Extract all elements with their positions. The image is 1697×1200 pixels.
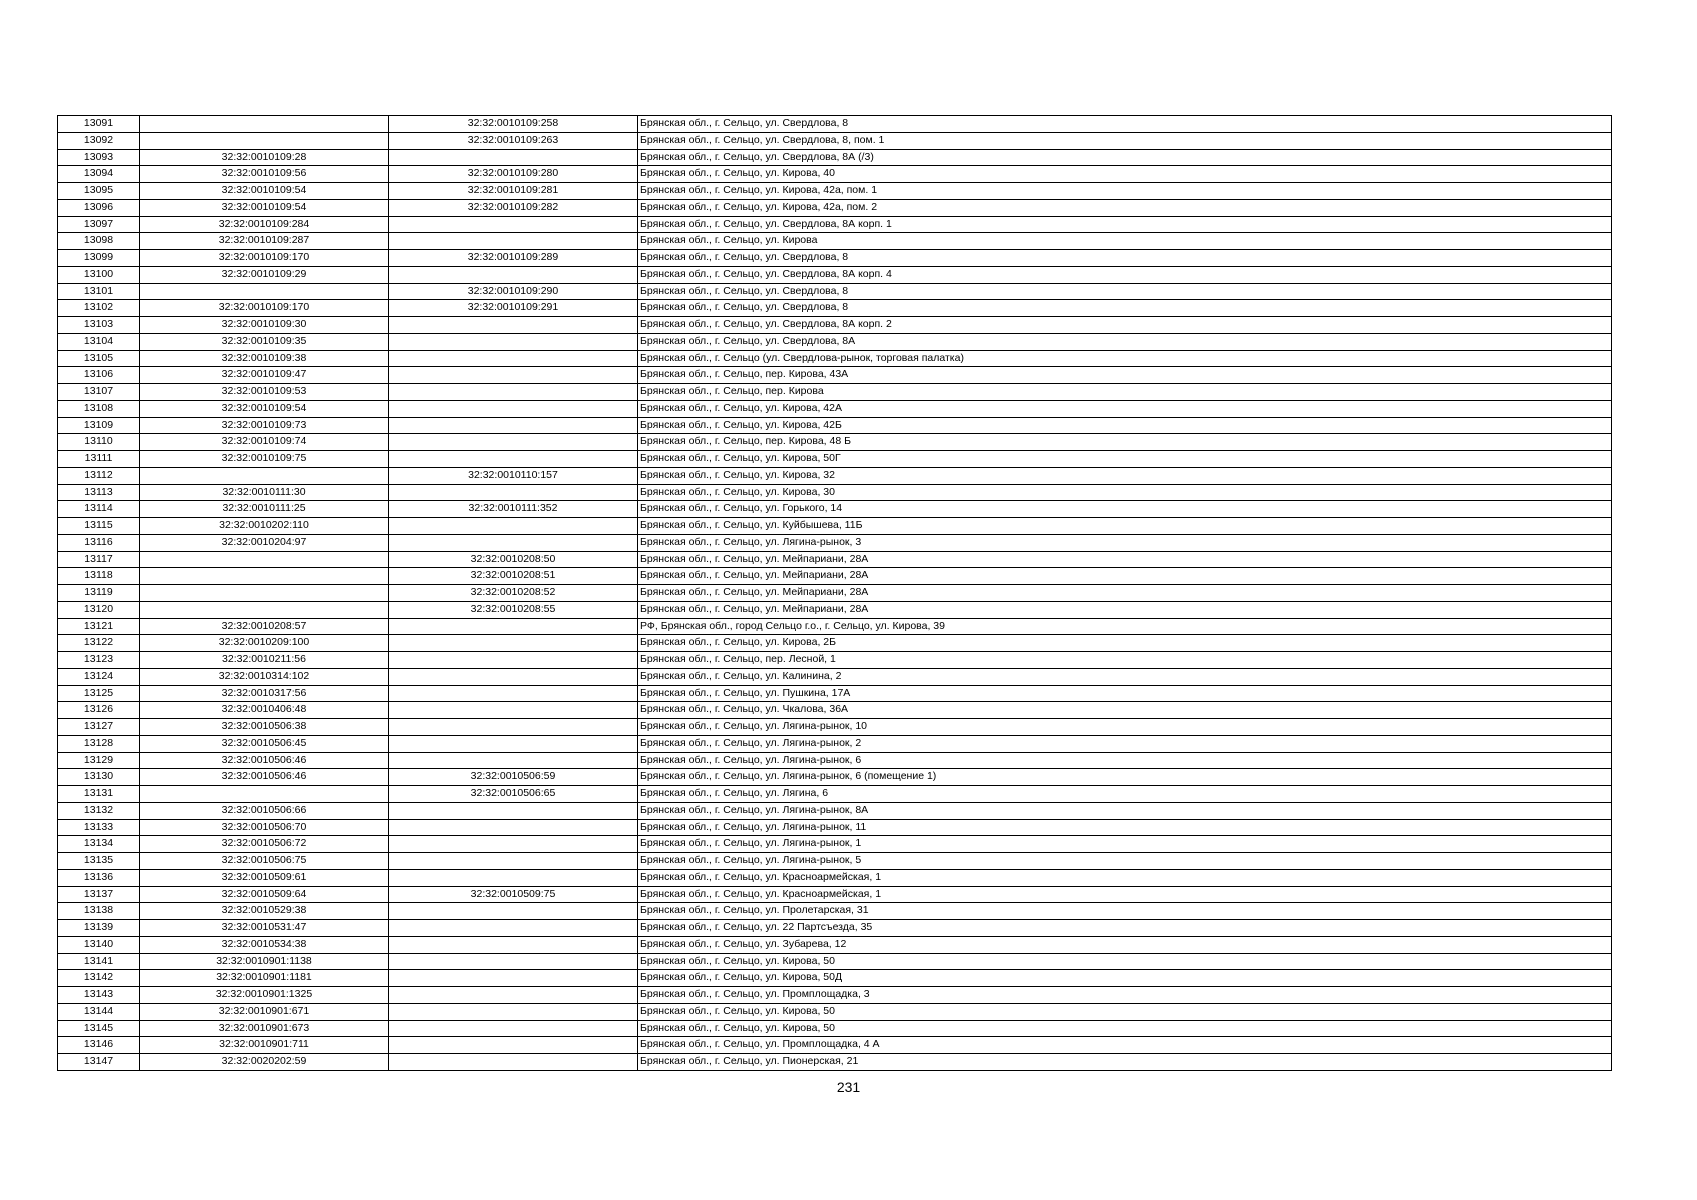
cell-object-cadastral-number (389, 735, 638, 752)
cell-land-cadastral-number: 32:32:0010109:54 (140, 400, 389, 417)
cell-row-number: 13117 (58, 551, 140, 568)
table-row (58, 518, 1612, 535)
table-row (58, 283, 1612, 300)
table-row (58, 116, 1612, 133)
cell-address: Брянская обл., г. Сельцо, ул. Лягина-рынок, 1 (638, 836, 1612, 853)
cell-object-cadastral-number: 32:32:0010208:50 (389, 551, 638, 568)
cell-land-cadastral-number: 32:32:0010111:30 (140, 484, 389, 501)
cell-land-cadastral-number: 32:32:0010111:25 (140, 501, 389, 518)
cell-land-cadastral-number: 32:32:0010109:38 (140, 350, 389, 367)
cell-land-cadastral-number: 32:32:0010109:47 (140, 367, 389, 384)
cell-land-cadastral-number: 32:32:0010506:46 (140, 752, 389, 769)
cell-object-cadastral-number (389, 233, 638, 250)
table-row (58, 534, 1612, 551)
cell-address: Брянская обл., г. Сельцо (ул. Свердлова-рынок, торговая палатка) (638, 350, 1612, 367)
cell-object-cadastral-number (389, 534, 638, 551)
cell-land-cadastral-number: 32:32:0010531:47 (140, 920, 389, 937)
cell-address: Брянская обл., г. Сельцо, ул. Кирова, 50Г (638, 451, 1612, 468)
cell-object-cadastral-number (389, 1037, 638, 1054)
cell-address: Брянская обл., г. Сельцо, пер. Лесной, 1 (638, 652, 1612, 669)
table-row (58, 367, 1612, 384)
table-row (58, 216, 1612, 233)
cell-object-cadastral-number: 32:32:0010509:75 (389, 886, 638, 903)
cell-object-cadastral-number (389, 266, 638, 283)
cell-land-cadastral-number: 32:32:0010109:28 (140, 149, 389, 166)
cell-row-number: 13103 (58, 317, 140, 334)
cell-land-cadastral-number: 32:32:0010406:48 (140, 702, 389, 719)
cell-land-cadastral-number: 32:32:0010109:170 (140, 300, 389, 317)
table-row (58, 903, 1612, 920)
cell-row-number: 13126 (58, 702, 140, 719)
cell-row-number: 13105 (58, 350, 140, 367)
table-row (58, 987, 1612, 1004)
cell-object-cadastral-number (389, 1003, 638, 1020)
table-row (58, 635, 1612, 652)
cell-object-cadastral-number (389, 400, 638, 417)
cell-land-cadastral-number: 32:32:0010109:29 (140, 266, 389, 283)
cell-address: Брянская обл., г. Сельцо, ул. Свердлова, 8 (638, 116, 1612, 133)
cell-address: Брянская обл., г. Сельцо, ул. Мейпариани, 28А (638, 601, 1612, 618)
cell-land-cadastral-number (140, 467, 389, 484)
cell-address: Брянская обл., г. Сельцо, ул. Горького, 14 (638, 501, 1612, 518)
cell-object-cadastral-number (389, 668, 638, 685)
table-row (58, 484, 1612, 501)
cell-object-cadastral-number (389, 652, 638, 669)
table-row (58, 132, 1612, 149)
cell-address: Брянская обл., г. Сельцо, ул. Свердлова, 8А корп. 2 (638, 317, 1612, 334)
table-row (58, 869, 1612, 886)
cell-land-cadastral-number: 32:32:0010211:56 (140, 652, 389, 669)
table-row (58, 149, 1612, 166)
cell-object-cadastral-number: 32:32:0010208:55 (389, 601, 638, 618)
table-row (58, 786, 1612, 803)
table-row (58, 250, 1612, 267)
cell-address: Брянская обл., г. Сельцо, ул. Кирова, 30 (638, 484, 1612, 501)
cell-row-number: 13127 (58, 719, 140, 736)
cell-row-number: 13125 (58, 685, 140, 702)
cell-row-number: 13112 (58, 467, 140, 484)
cell-land-cadastral-number: 32:32:0020202:59 (140, 1054, 389, 1071)
table-row (58, 1054, 1612, 1071)
cell-land-cadastral-number (140, 116, 389, 133)
cell-land-cadastral-number: 32:32:0010901:1325 (140, 987, 389, 1004)
cell-land-cadastral-number: 32:32:0010901:1138 (140, 953, 389, 970)
cell-address: Брянская обл., г. Сельцо, ул. Свердлова, 8А корп. 4 (638, 266, 1612, 283)
cell-address: Брянская обл., г. Сельцо, ул. Пионерская, 21 (638, 1054, 1612, 1071)
table-row (58, 769, 1612, 786)
table-row (58, 1003, 1612, 1020)
cell-address: Брянская обл., г. Сельцо, пер. Кирова (638, 384, 1612, 401)
table-row (58, 970, 1612, 987)
cell-address: Брянская обл., г. Сельцо, ул. Кирова, 2Б (638, 635, 1612, 652)
cell-land-cadastral-number: 32:32:0010506:38 (140, 719, 389, 736)
cell-object-cadastral-number: 32:32:0010109:289 (389, 250, 638, 267)
cell-object-cadastral-number (389, 635, 638, 652)
cell-address: Брянская обл., г. Сельцо, ул. Лягина-рынок, 10 (638, 719, 1612, 736)
cell-row-number: 13122 (58, 635, 140, 652)
table-row (58, 920, 1612, 937)
cell-address: Брянская обл., г. Сельцо, ул. Кирова, 50 (638, 1020, 1612, 1037)
cell-land-cadastral-number: 32:32:0010204:97 (140, 534, 389, 551)
cell-row-number: 13111 (58, 451, 140, 468)
cell-land-cadastral-number: 32:32:0010209:100 (140, 635, 389, 652)
cell-row-number: 13130 (58, 769, 140, 786)
cell-address: Брянская обл., г. Сельцо, ул. Кирова, 42а, пом. 1 (638, 183, 1612, 200)
cell-row-number: 13136 (58, 869, 140, 886)
cell-object-cadastral-number: 32:32:0010109:263 (389, 132, 638, 149)
cell-row-number: 13109 (58, 417, 140, 434)
cell-address: Брянская обл., г. Сельцо, ул. Лягина-рынок, 5 (638, 853, 1612, 870)
cell-address: Брянская обл., г. Сельцо, ул. Пролетарская, 31 (638, 903, 1612, 920)
cell-row-number: 13101 (58, 283, 140, 300)
cell-land-cadastral-number: 32:32:0010506:66 (140, 802, 389, 819)
cell-land-cadastral-number: 32:32:0010901:1181 (140, 970, 389, 987)
cell-object-cadastral-number: 32:32:0010208:52 (389, 585, 638, 602)
cell-land-cadastral-number: 32:32:0010506:72 (140, 836, 389, 853)
cell-object-cadastral-number: 32:32:0010111:352 (389, 501, 638, 518)
cell-object-cadastral-number (389, 719, 638, 736)
table-row (58, 685, 1612, 702)
cell-address: Брянская обл., г. Сельцо, пер. Кирова, 48 Б (638, 434, 1612, 451)
cell-land-cadastral-number: 32:32:0010314:102 (140, 668, 389, 685)
cell-object-cadastral-number (389, 333, 638, 350)
table-row (58, 702, 1612, 719)
cell-row-number: 13118 (58, 568, 140, 585)
table-row (58, 601, 1612, 618)
table-row (58, 886, 1612, 903)
cell-land-cadastral-number: 32:32:0010109:73 (140, 417, 389, 434)
cell-object-cadastral-number: 32:32:0010506:59 (389, 769, 638, 786)
cell-land-cadastral-number: 32:32:0010109:53 (140, 384, 389, 401)
cell-address: РФ, Брянская обл., город Сельцо г.о., г. Сельцо, ул. Кирова, 39 (638, 618, 1612, 635)
cell-object-cadastral-number (389, 518, 638, 535)
cell-land-cadastral-number: 32:32:0010109:170 (140, 250, 389, 267)
table-row (58, 936, 1612, 953)
cell-row-number: 13147 (58, 1054, 140, 1071)
cadastral-register-table (57, 115, 1612, 1071)
cell-land-cadastral-number: 32:32:0010506:45 (140, 735, 389, 752)
cell-object-cadastral-number (389, 987, 638, 1004)
cell-row-number: 13099 (58, 250, 140, 267)
cell-land-cadastral-number: 32:32:0010109:75 (140, 451, 389, 468)
cell-land-cadastral-number (140, 601, 389, 618)
cell-object-cadastral-number: 32:32:0010110:157 (389, 467, 638, 484)
cell-object-cadastral-number (389, 618, 638, 635)
cell-address: Брянская обл., г. Сельцо, ул. Лягина-рынок, 11 (638, 819, 1612, 836)
cell-object-cadastral-number: 32:32:0010208:51 (389, 568, 638, 585)
cell-row-number: 13131 (58, 786, 140, 803)
table-row (58, 233, 1612, 250)
cell-address: Брянская обл., г. Сельцо, ул. Красноармейская, 1 (638, 886, 1612, 903)
cell-land-cadastral-number: 32:32:0010109:54 (140, 183, 389, 200)
table-row (58, 183, 1612, 200)
cell-address: Брянская обл., г. Сельцо, ул. Свердлова, 8А (638, 333, 1612, 350)
cell-address: Брянская обл., г. Сельцо, ул. Кирова (638, 233, 1612, 250)
cell-row-number: 13092 (58, 132, 140, 149)
cell-land-cadastral-number (140, 132, 389, 149)
table-row (58, 166, 1612, 183)
cell-row-number: 13129 (58, 752, 140, 769)
cell-land-cadastral-number: 32:32:0010317:56 (140, 685, 389, 702)
cell-row-number: 13113 (58, 484, 140, 501)
cell-row-number: 13097 (58, 216, 140, 233)
table-row (58, 735, 1612, 752)
cell-row-number: 13123 (58, 652, 140, 669)
cell-row-number: 13107 (58, 384, 140, 401)
cell-row-number: 13138 (58, 903, 140, 920)
cell-object-cadastral-number (389, 484, 638, 501)
table-row (58, 1037, 1612, 1054)
cell-object-cadastral-number (389, 384, 638, 401)
cell-address: Брянская обл., г. Сельцо, ул. Кирова, 50 (638, 953, 1612, 970)
cell-land-cadastral-number: 32:32:0010506:46 (140, 769, 389, 786)
cell-land-cadastral-number: 32:32:0010901:673 (140, 1020, 389, 1037)
table-row (58, 384, 1612, 401)
cell-land-cadastral-number: 32:32:0010529:38 (140, 903, 389, 920)
cell-row-number: 13119 (58, 585, 140, 602)
cell-row-number: 13146 (58, 1037, 140, 1054)
cell-row-number: 13124 (58, 668, 140, 685)
cell-object-cadastral-number: 32:32:0010109:281 (389, 183, 638, 200)
cell-address: Брянская обл., г. Сельцо, ул. Промплощадка, 4 А (638, 1037, 1612, 1054)
table-row (58, 467, 1612, 484)
cell-address: Брянская обл., г. Сельцо, ул. Свердлова, 8А (/3) (638, 149, 1612, 166)
cell-object-cadastral-number (389, 417, 638, 434)
cell-row-number: 13137 (58, 886, 140, 903)
cell-object-cadastral-number (389, 836, 638, 853)
cell-land-cadastral-number: 32:32:0010534:38 (140, 936, 389, 953)
cell-address: Брянская обл., г. Сельцо, ул. Свердлова, 8 (638, 300, 1612, 317)
cell-land-cadastral-number: 32:32:0010509:61 (140, 869, 389, 886)
register-table-body (58, 116, 1612, 1071)
cell-row-number: 13115 (58, 518, 140, 535)
cell-object-cadastral-number (389, 1020, 638, 1037)
cell-land-cadastral-number: 32:32:0010109:56 (140, 166, 389, 183)
cell-object-cadastral-number: 32:32:0010109:282 (389, 199, 638, 216)
table-row (58, 501, 1612, 518)
cell-object-cadastral-number: 32:32:0010506:65 (389, 786, 638, 803)
cell-address: Брянская обл., г. Сельцо, ул. Кирова, 42а, пом. 2 (638, 199, 1612, 216)
table-row (58, 400, 1612, 417)
table-row (58, 451, 1612, 468)
cell-land-cadastral-number: 32:32:0010901:671 (140, 1003, 389, 1020)
table-row (58, 668, 1612, 685)
cell-row-number: 13106 (58, 367, 140, 384)
cell-object-cadastral-number (389, 149, 638, 166)
cell-row-number: 13121 (58, 618, 140, 635)
cell-address: Брянская обл., г. Сельцо, ул. Калинина, 2 (638, 668, 1612, 685)
cell-land-cadastral-number (140, 283, 389, 300)
cell-land-cadastral-number (140, 585, 389, 602)
cell-object-cadastral-number: 32:32:0010109:291 (389, 300, 638, 317)
cell-address: Брянская обл., г. Сельцо, ул. Куйбышева, 11Б (638, 518, 1612, 535)
cell-land-cadastral-number: 32:32:0010109:74 (140, 434, 389, 451)
cell-land-cadastral-number: 32:32:0010506:75 (140, 853, 389, 870)
cell-land-cadastral-number: 32:32:0010109:54 (140, 199, 389, 216)
cell-object-cadastral-number (389, 802, 638, 819)
cell-object-cadastral-number (389, 953, 638, 970)
table-row (58, 618, 1612, 635)
cell-row-number: 13100 (58, 266, 140, 283)
cell-land-cadastral-number: 32:32:0010901:711 (140, 1037, 389, 1054)
cell-object-cadastral-number (389, 936, 638, 953)
cell-land-cadastral-number: 32:32:0010509:64 (140, 886, 389, 903)
cell-object-cadastral-number (389, 869, 638, 886)
cell-object-cadastral-number (389, 367, 638, 384)
table-row (58, 266, 1612, 283)
cell-row-number: 13145 (58, 1020, 140, 1037)
cell-address: Брянская обл., г. Сельцо, ул. Лягина-рынок, 8А (638, 802, 1612, 819)
table-row (58, 853, 1612, 870)
cell-row-number: 13114 (58, 501, 140, 518)
cell-address: Брянская обл., г. Сельцо, ул. Свердлова, 8, пом. 1 (638, 132, 1612, 149)
cell-address: Брянская обл., г. Сельцо, ул. Свердлова, 8 (638, 283, 1612, 300)
cell-object-cadastral-number (389, 903, 638, 920)
cell-row-number: 13142 (58, 970, 140, 987)
cell-row-number: 13095 (58, 183, 140, 200)
cell-row-number: 13144 (58, 1003, 140, 1020)
cell-address: Брянская обл., г. Сельцо, ул. Мейпариани, 28А (638, 551, 1612, 568)
cell-land-cadastral-number: 32:32:0010109:284 (140, 216, 389, 233)
cell-address: Брянская обл., г. Сельцо, ул. Кирова, 42А (638, 400, 1612, 417)
cell-row-number: 13093 (58, 149, 140, 166)
cell-address: Брянская обл., г. Сельцо, ул. Кирова, 40 (638, 166, 1612, 183)
cell-row-number: 13096 (58, 199, 140, 216)
cell-land-cadastral-number: 32:32:0010109:30 (140, 317, 389, 334)
table-row (58, 434, 1612, 451)
cell-address: Брянская обл., г. Сельцо, ул. Лягина-рынок, 6 (помещение 1) (638, 769, 1612, 786)
cell-address: Брянская обл., г. Сельцо, ул. Мейпариани, 28А (638, 568, 1612, 585)
cell-address: Брянская обл., г. Сельцо, ул. Свердлова, 8А корп. 1 (638, 216, 1612, 233)
table-row (58, 417, 1612, 434)
cell-land-cadastral-number: 32:32:0010109:35 (140, 333, 389, 350)
cell-object-cadastral-number (389, 1054, 638, 1071)
cell-address: Брянская обл., г. Сельцо, ул. Лягина, 6 (638, 786, 1612, 803)
page-number: 231 (836, 1079, 861, 1095)
cell-row-number: 13128 (58, 735, 140, 752)
table-row (58, 802, 1612, 819)
cell-object-cadastral-number (389, 853, 638, 870)
cell-row-number: 13135 (58, 853, 140, 870)
table-row (58, 819, 1612, 836)
cell-address: Брянская обл., г. Сельцо, ул. 22 Партсъезда, 35 (638, 920, 1612, 937)
cell-row-number: 13141 (58, 953, 140, 970)
cell-object-cadastral-number (389, 216, 638, 233)
cell-address: Брянская обл., г. Сельцо, ул. Промплощадка, 3 (638, 987, 1612, 1004)
cell-address: Брянская обл., г. Сельцо, ул. Лягина-рынок, 3 (638, 534, 1612, 551)
table-row (58, 719, 1612, 736)
cell-address: Брянская обл., г. Сельцо, ул. Кирова, 42Б (638, 417, 1612, 434)
cell-object-cadastral-number (389, 970, 638, 987)
cell-address: Брянская обл., г. Сельцо, ул. Лягина-рынок, 2 (638, 735, 1612, 752)
cell-land-cadastral-number: 32:32:0010506:70 (140, 819, 389, 836)
cell-address: Брянская обл., г. Сельцо, пер. Кирова, 43А (638, 367, 1612, 384)
cell-row-number: 13116 (58, 534, 140, 551)
cell-row-number: 13091 (58, 116, 140, 133)
cell-row-number: 13133 (58, 819, 140, 836)
table-row (58, 317, 1612, 334)
cell-row-number: 13110 (58, 434, 140, 451)
cell-row-number: 13132 (58, 802, 140, 819)
cell-object-cadastral-number (389, 317, 638, 334)
table-row (58, 551, 1612, 568)
cell-land-cadastral-number: 32:32:0010109:287 (140, 233, 389, 250)
cell-row-number: 13104 (58, 333, 140, 350)
cell-object-cadastral-number (389, 819, 638, 836)
cell-row-number: 13140 (58, 936, 140, 953)
cell-land-cadastral-number (140, 551, 389, 568)
table-row (58, 752, 1612, 769)
cell-land-cadastral-number (140, 568, 389, 585)
cell-row-number: 13143 (58, 987, 140, 1004)
cell-row-number: 13098 (58, 233, 140, 250)
cell-land-cadastral-number: 32:32:0010208:57 (140, 618, 389, 635)
cell-address: Брянская обл., г. Сельцо, ул. Лягина-рынок, 6 (638, 752, 1612, 769)
cell-row-number: 13108 (58, 400, 140, 417)
cell-object-cadastral-number (389, 451, 638, 468)
cell-object-cadastral-number: 32:32:0010109:280 (389, 166, 638, 183)
cell-object-cadastral-number: 32:32:0010109:258 (389, 116, 638, 133)
cell-address: Брянская обл., г. Сельцо, ул. Чкалова, 36А (638, 702, 1612, 719)
cell-object-cadastral-number: 32:32:0010109:290 (389, 283, 638, 300)
cell-row-number: 13139 (58, 920, 140, 937)
table-row (58, 350, 1612, 367)
cell-row-number: 13102 (58, 300, 140, 317)
cell-address: Брянская обл., г. Сельцо, ул. Красноармейская, 1 (638, 869, 1612, 886)
cell-address: Брянская обл., г. Сельцо, ул. Свердлова, 8 (638, 250, 1612, 267)
cell-address: Брянская обл., г. Сельцо, ул. Зубарева, 12 (638, 936, 1612, 953)
cell-address: Брянская обл., г. Сельцо, ул. Кирова, 32 (638, 467, 1612, 484)
cell-object-cadastral-number (389, 752, 638, 769)
table-row (58, 300, 1612, 317)
table-row (58, 585, 1612, 602)
cell-object-cadastral-number (389, 350, 638, 367)
cell-object-cadastral-number (389, 702, 638, 719)
cell-land-cadastral-number: 32:32:0010202:110 (140, 518, 389, 535)
cell-object-cadastral-number (389, 434, 638, 451)
table-row (58, 836, 1612, 853)
cell-land-cadastral-number (140, 786, 389, 803)
cell-address: Брянская обл., г. Сельцо, ул. Кирова, 50Д (638, 970, 1612, 987)
cell-address: Брянская обл., г. Сельцо, ул. Кирова, 50 (638, 1003, 1612, 1020)
cell-row-number: 13094 (58, 166, 140, 183)
table-row (58, 568, 1612, 585)
cell-object-cadastral-number (389, 685, 638, 702)
table-row (58, 652, 1612, 669)
table-row (58, 199, 1612, 216)
cell-row-number: 13134 (58, 836, 140, 853)
cell-address: Брянская обл., г. Сельцо, ул. Пушкина, 17А (638, 685, 1612, 702)
table-row (58, 333, 1612, 350)
table-row (58, 953, 1612, 970)
cell-object-cadastral-number (389, 920, 638, 937)
table-row (58, 1020, 1612, 1037)
cell-row-number: 13120 (58, 601, 140, 618)
cell-address: Брянская обл., г. Сельцо, ул. Мейпариани, 28А (638, 585, 1612, 602)
